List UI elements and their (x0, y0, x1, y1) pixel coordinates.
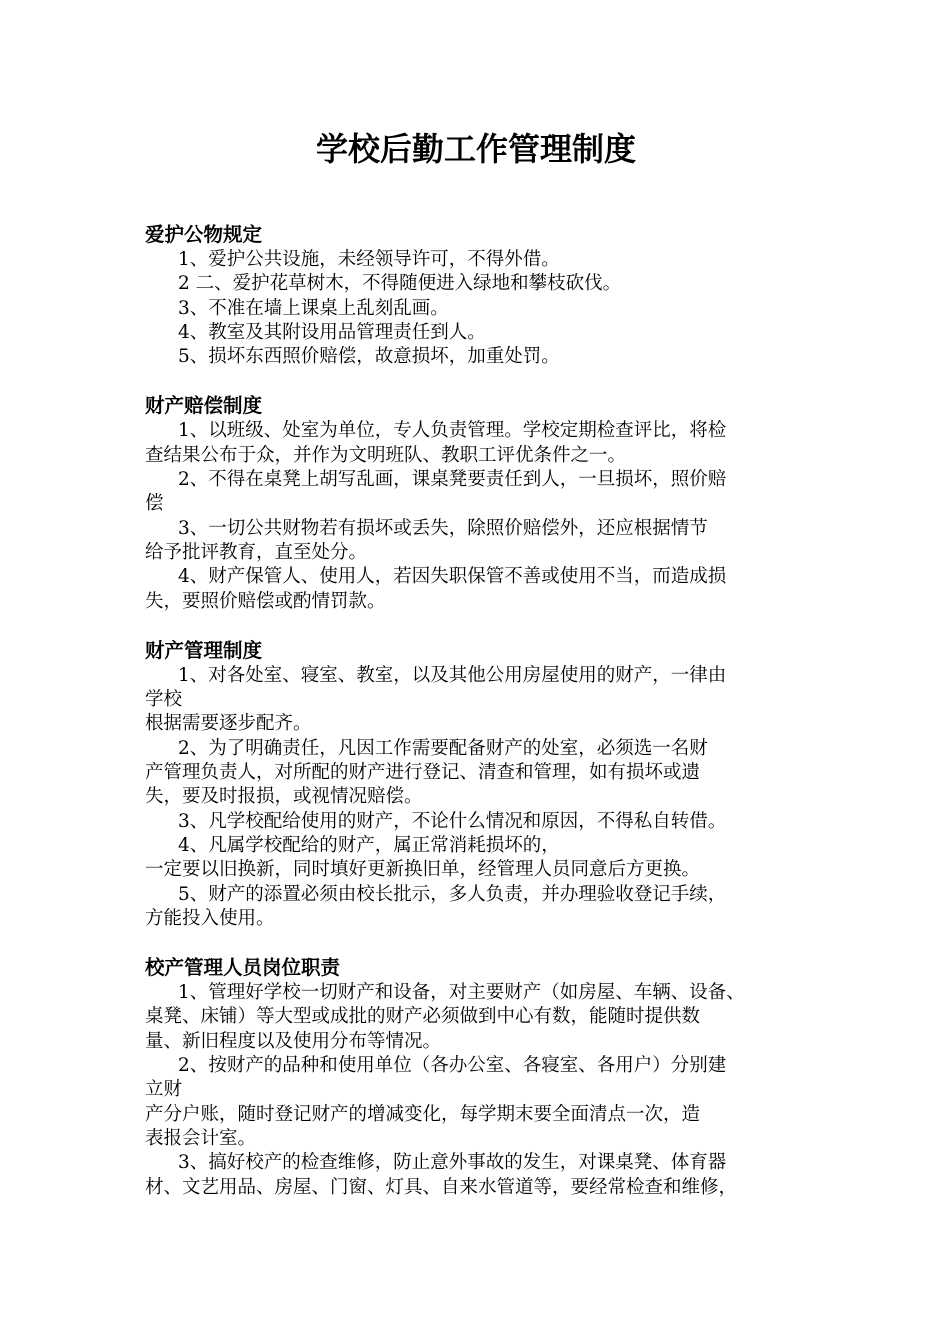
document-section (145, 955, 807, 1200)
document-title: 学校后勤工作管理制度 (315, 130, 636, 168)
paragraph-line: 产分户账，随时登记财产的增减变化，每学期末要全面清点一次，造 (145, 1103, 701, 1125)
paragraph-line: 3、一切公共财物若有损坏或丢失，除照价赔偿外，还应根据情节 (178, 517, 708, 539)
paragraph-line: 4、凡属学校配给的财产，属正常消耗损坏的， (178, 834, 560, 856)
paragraph-line: 3、不准在墙上课桌上乱刻乱画。 (178, 297, 449, 319)
paragraph-line: 桌凳、床铺）等大型或成批的财产必须做到中心有数，能随时提供数 (145, 1006, 701, 1028)
paragraph-line: 2、为了明确责任，凡因工作需要配备财产的处室，必须选一名财 (178, 737, 708, 759)
paragraph-line: 产管理负责人，对所配的财产进行登记、清查和管理，如有损坏或遗 (145, 762, 701, 784)
paragraph-line: 5、损坏东西照价赔偿，故意损坏，加重处罚。 (178, 346, 560, 368)
paragraph-line: 量、新旧程度以及使用分布等情况。 (145, 1030, 442, 1052)
paragraph-line: 1、以班级、处室为单位，专人负责管理。学校定期检查评比，将检 (178, 420, 727, 442)
document-section (145, 393, 807, 613)
paragraph-line: 根据需要逐步配齐。 (145, 713, 312, 735)
paragraph-line: 偿 (145, 493, 164, 515)
paragraph-line: 2、按财产的品种和使用单位（各办公室、各寝室、各用户）分别建 (178, 1055, 727, 1077)
paragraph-line: 立财 (145, 1079, 183, 1101)
paragraph-line: 学校 (145, 689, 183, 711)
paragraph-line: 2、不得在桌凳上胡写乱画，课桌凳要责任到人，一旦损坏，照价赔 (178, 469, 727, 491)
section-heading: 财产赔偿制度 (145, 394, 263, 418)
paragraph-line: 4、教室及其附设用品管理责任到人。 (178, 321, 486, 343)
document-section (145, 222, 807, 369)
section-heading: 财产管理制度 (145, 638, 263, 662)
paragraph-line: 1、爱护公共设施，未经领导许可，不得外借。 (178, 249, 560, 270)
paragraph-line: 1、对各处室、寝室、教室，以及其他公用房屋使用的财产，一律由 (178, 664, 727, 686)
paragraph-line: 4、财产保管人、使用人，若因失职保管不善或使用不当，而造成损 (178, 566, 727, 588)
paragraph-line: 一定要以旧换新，同时填好更新换旧单，经管理人员同意后方更换。 (145, 859, 701, 881)
paragraph-line: 材、文艺用品、房屋、门窗、灯具、自来水管道等，要经常检查和维修， (145, 1176, 738, 1198)
paragraph-line: 给予批评教育，直至处分。 (145, 541, 368, 563)
section-heading: 爱护公物规定 (145, 223, 263, 246)
paragraph-line: 1、管理好学校一切财产和设备，对主要财产（如房屋、车辆、设备、 (178, 982, 745, 1004)
paragraph-line: 3、凡学校配给使用的财产，不论什么情况和原因，不得私自转借。 (178, 810, 727, 832)
paragraph-line: 表报会计室。 (145, 1127, 257, 1149)
paragraph-line: 5、财产的添置必须由校长批示，多人负责，并办理验收登记手续， (178, 883, 727, 905)
document-body (145, 222, 807, 1224)
paragraph-line: 2 二、爱护花草树木，不得随便进入绿地和攀枝砍伐。 (178, 273, 622, 295)
document-section (145, 638, 807, 931)
paragraph-line: 方能投入使用。 (145, 907, 275, 929)
section-heading: 校产管理人员岗位职责 (145, 956, 341, 980)
paragraph-line: 失，要照价赔偿或酌情罚款。 (145, 590, 386, 612)
paragraph-line: 3、搞好校产的检查维修，防止意外事故的发生，对课桌凳、体育器 (178, 1152, 727, 1174)
paragraph-line: 查结果公布于众，并作为文明班队、教职工评优条件之一。 (145, 444, 627, 466)
paragraph-line: 失，要及时报损，或视情况赔偿。 (145, 786, 423, 808)
